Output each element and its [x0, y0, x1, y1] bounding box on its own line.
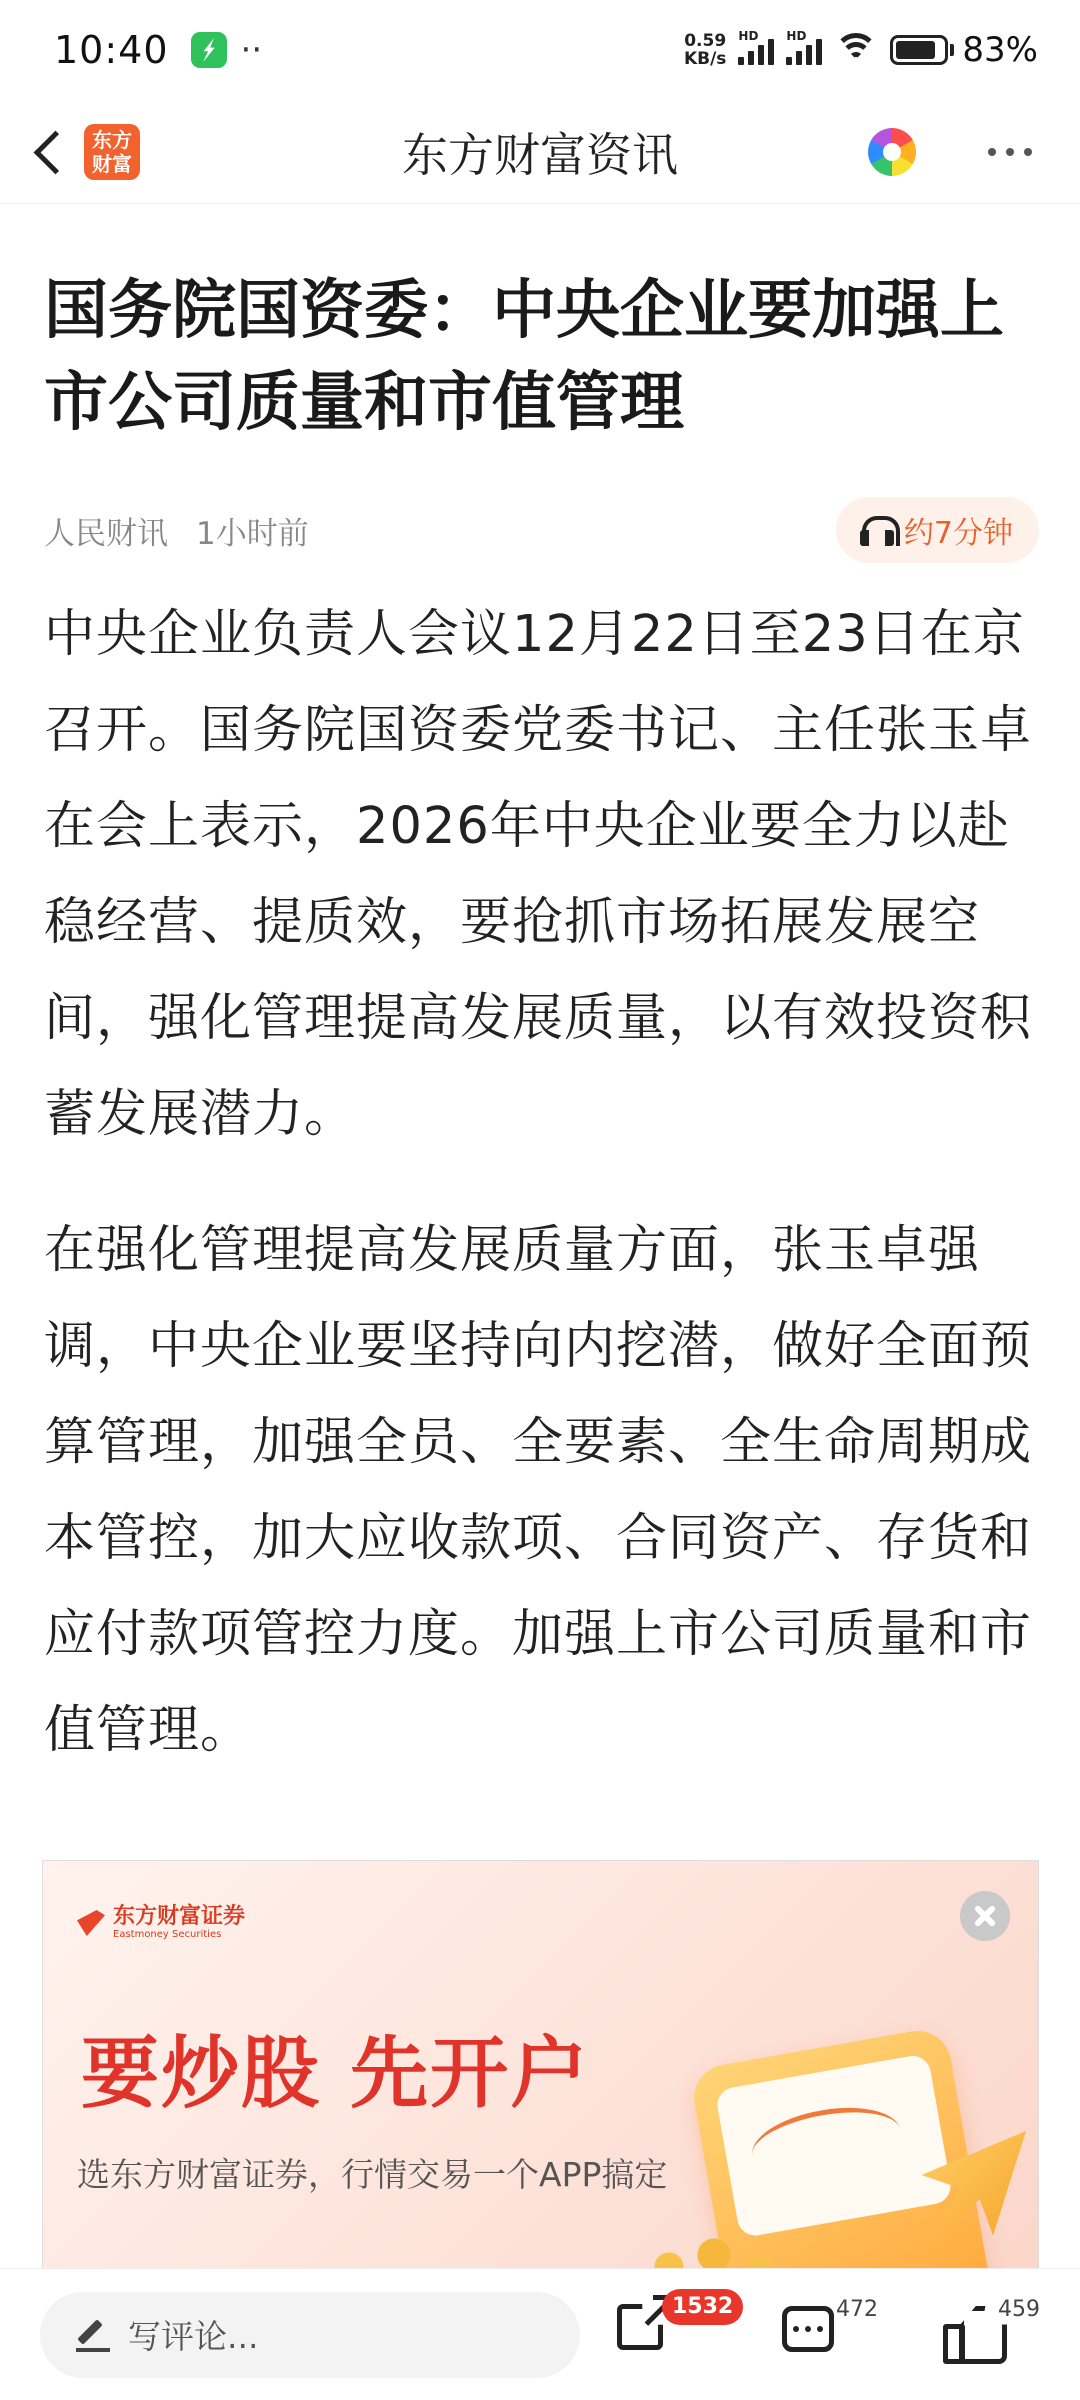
- listen-duration-label: 约7分钟: [903, 516, 1013, 551]
- network-speed-value: 0.59: [684, 31, 727, 51]
- ad-banner[interactable]: [42, 1860, 1039, 2280]
- header-title-wrap: [0, 119, 1080, 185]
- signal-bar: [816, 39, 822, 65]
- pencil-icon: [76, 2318, 110, 2352]
- like-button[interactable]: [940, 2299, 1000, 2359]
- ad-headline: 要炒股 先开户: [81, 2029, 591, 2119]
- headphone-icon: [860, 514, 894, 546]
- signal-bar: [796, 51, 802, 65]
- comments-button[interactable]: [778, 2301, 838, 2357]
- eastmoney-mark-icon: [77, 1910, 105, 1936]
- ad-brand-logo: [77, 1905, 245, 1941]
- thumbs-up-icon: [943, 2304, 997, 2354]
- logo-line-2: 财富: [92, 151, 132, 176]
- article: [44, 205, 1039, 1779]
- bottom-action-bar: [0, 2268, 1080, 2400]
- share-button[interactable]: [610, 2297, 670, 2357]
- comment-input[interactable]: [40, 2292, 580, 2378]
- signal-bar: [738, 57, 744, 65]
- comment-count: 472: [836, 2297, 878, 2322]
- ad-logo-en: Eastmoney Securities: [113, 1929, 222, 1940]
- notification-dots: ··: [240, 30, 263, 70]
- article-meta: [44, 497, 1039, 563]
- network-speed: [684, 32, 726, 68]
- comment-placeholder: 写评论...: [128, 2317, 259, 2356]
- ad-close-icon[interactable]: [960, 1891, 1010, 1941]
- ad-logo-text: [113, 1905, 245, 1941]
- status-bar: [0, 0, 1080, 100]
- battery-tip: [950, 44, 954, 56]
- security-shield-icon: [191, 32, 227, 68]
- header-title: 东方财富资讯: [402, 127, 678, 182]
- more-options-icon[interactable]: [980, 122, 1040, 182]
- share-count-badge: 1532: [662, 2289, 743, 2325]
- signal-bar: [758, 45, 764, 65]
- comment-bubble-icon: [782, 2306, 834, 2352]
- article-paragraph: 中央企业负责人会议12月22日至23日在京召开。国务院国资委党委书记、主任张玉卓在会上表示，2026年中央企业要全力以赴稳经营、提质效，要抢抓市场拓展发展空间，强化管理提高发展质量，以有效投资积蓄发展潜力。: [44, 605, 1033, 1144]
- signal-icon: [738, 29, 774, 65]
- signal-bar: [748, 51, 754, 65]
- signal-hd-label: HD: [738, 29, 759, 43]
- logo-line-1: 东方: [92, 127, 132, 152]
- status-time: 10:40: [54, 28, 169, 72]
- battery-icon: [890, 30, 1038, 70]
- article-time: 1小时前: [196, 515, 309, 552]
- like-count: 459: [998, 2297, 1040, 2322]
- ad-subtext: 选东方财富证券，行情交易一个APP搞定: [77, 2155, 668, 2194]
- color-wheel-icon[interactable]: [868, 128, 916, 176]
- network-speed-unit: KB/s: [683, 49, 727, 69]
- signal-bar: [786, 57, 792, 65]
- app-header: [0, 100, 1080, 204]
- status-indicators: [684, 30, 1038, 70]
- battery-body: [890, 35, 948, 65]
- signal-bar: [806, 45, 812, 65]
- wifi-icon: [834, 33, 878, 67]
- listen-audio-button[interactable]: [836, 497, 1039, 563]
- article-title: 国务院国资委：中央企业要加强上市公司质量和市值管理: [44, 274, 1004, 440]
- ad-logo-cn: 东方财富证券: [113, 1904, 246, 1929]
- back-arrow-icon[interactable]: [20, 122, 80, 182]
- signal-icon-2: [786, 29, 822, 65]
- article-paragraph: 在强化管理提高发展质量方面，张玉卓强调，中央企业要坚持向内挖潜，做好全面预算管理，加强全员、全要素、全生命周期成本管控，加大应收款项、合同资产、存货和应付款项管控力度。加强上市公司质量和市值管理。: [44, 1221, 1033, 1760]
- battery-level-fill: [896, 41, 934, 59]
- battery-percentage: 83%: [962, 30, 1038, 70]
- eastmoney-logo[interactable]: [84, 124, 140, 180]
- signal-bar: [768, 39, 774, 65]
- article-source[interactable]: 人民财讯: [44, 515, 168, 552]
- signal-hd-label: HD: [786, 29, 807, 43]
